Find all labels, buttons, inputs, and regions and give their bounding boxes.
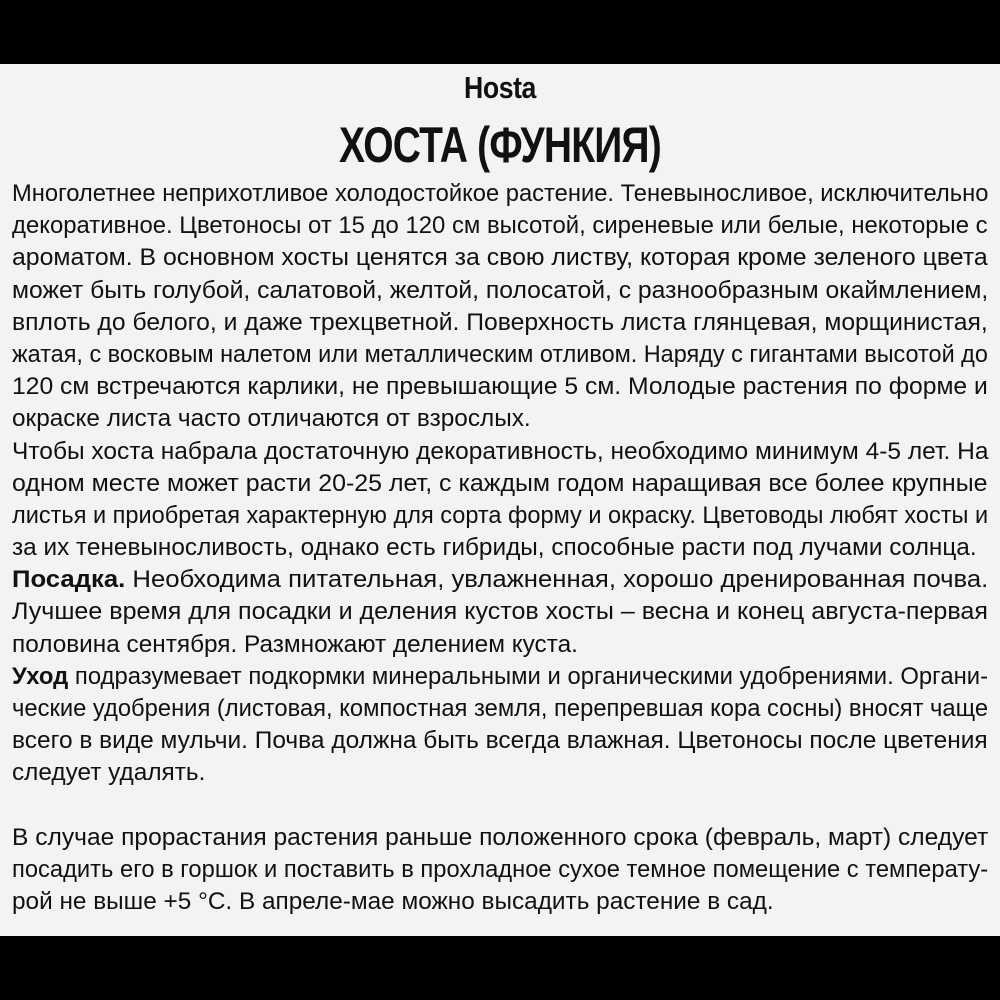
text-line: 120 см встречаются карлики, не превышающие 5 см. Молодые растения по форме и [12,373,988,401]
text-line: Чтобы хоста набрала достаточную декоративность, необходимо минимум 4-5 лет. На [12,437,989,465]
body-text [12,178,988,918]
text-line: окраске листа часто отличаются от взрослых. [12,405,531,433]
planting-text: Необходима питательная, увлажненная, хорошо дренированная почва. [132,566,989,594]
paragraph-growth [12,436,988,565]
text-line: за их теневыносливость, однако есть гибриды, способные расти под лучами солнца. [12,534,977,562]
instruction-page [0,64,1000,936]
text-line: ческие удобрения (листовая, компостная земля, перепревшая кора сосны) вносят чаще [12,695,989,722]
text-line: листья и приобретая характерную для сорта форму и окраску. Цветоводы любят хосты и [12,501,989,529]
paragraph-early-sprouting [12,822,988,919]
text-line [12,661,988,693]
care-heading: Уход [12,662,69,690]
paragraph-care [12,661,988,790]
text-line: всего в виде мульчи. Почва должна быть всегда влажная. Цветоносы после цветения [12,727,988,755]
text-line: Многолетнее неприхотливое холодостойкое растение. Теневыносливое, исключительно [12,180,989,207]
text-line: посадить его в горшок и поставить в прохладное сухое темное помещение с температу- [12,855,989,883]
paragraph-spacer [12,790,988,822]
text-line: половина сентября. Размножают делением куста. [12,630,578,658]
text-line: Лучшее время для посадки и деления кустов хосты – весна и конец августа-первая [12,598,988,626]
text-line: может быть голубой, салатовой, желтой, полосатой, с разнообразным окаймлением, [12,276,989,304]
text-line: вплоть до белого, и даже трехцветной. Поверхность листа глянцевая, морщинистая, [12,308,988,336]
text-line: В случае прорастания растения раньше положенного срока (февраль, март) следует [12,823,989,851]
russian-title: ХОСТА (ФУНКИЯ) [338,117,662,173]
planting-heading: Посадка. [12,566,126,594]
text-line: рой не выше +5 °С. В апреле-мае можно высадить растение в сад. [12,887,774,915]
text-line: декоративное. Цветоносы от 15 до 120 см высотой, сиреневые или белые, некоторые с [12,212,988,240]
paragraph-description [12,178,988,436]
text-line: ароматом. В основном хосты ценятся за свою листву, которая кроме зеленого цвета [12,244,988,272]
text-line: одном месте может расти 20-25 лет, с каждым годом наращивая все более крупные [12,469,988,497]
latin-title: Hosta [464,70,536,105]
text-line [12,564,988,596]
care-text: подразумевает подкормки минеральными и органическими удобрениями. Органи- [74,662,989,690]
text-line: жатая, с восковым налетом или металлическим отливом. Наряду с гигантами высотой до [12,340,988,368]
paragraph-planting [12,564,988,661]
text-line: следует удалять. [12,759,206,787]
